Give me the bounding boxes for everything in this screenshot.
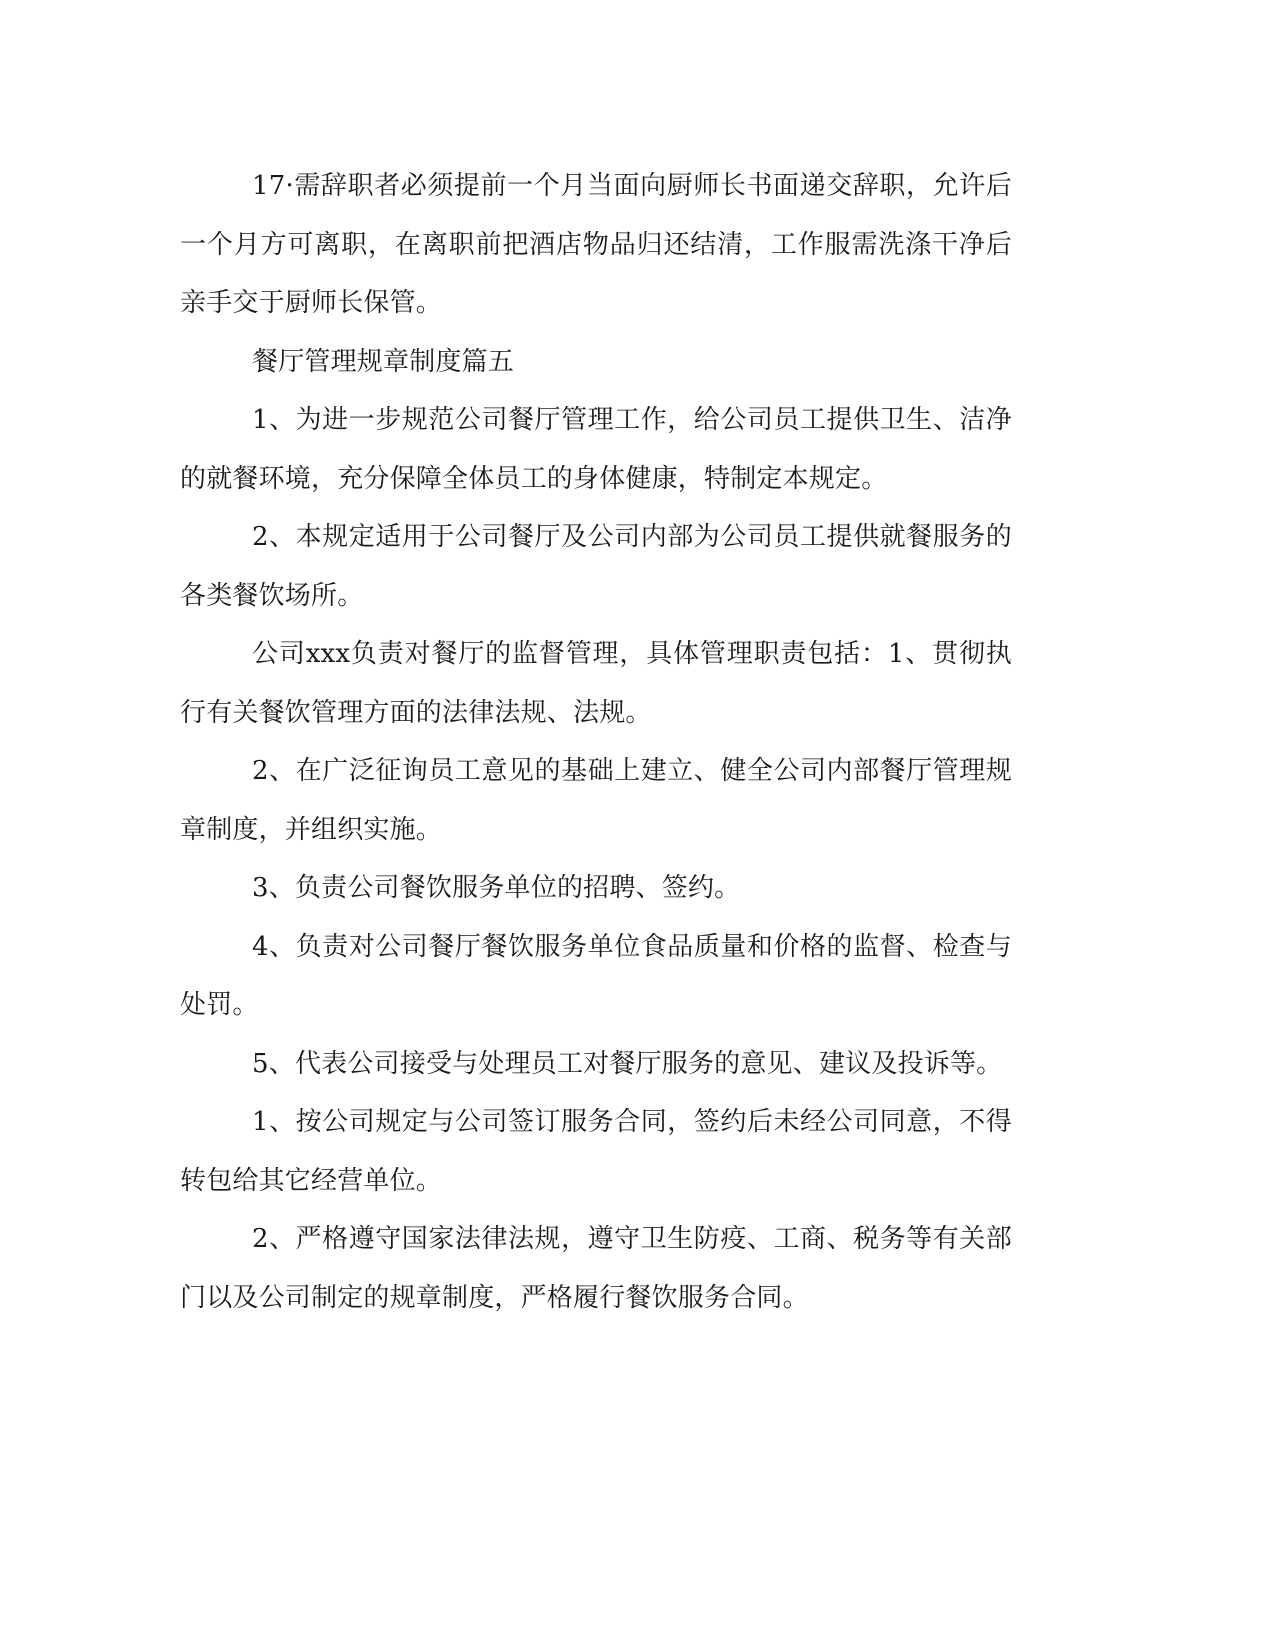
section-heading: 餐厅管理规章制度篇五 <box>252 346 515 377</box>
paragraph-scope: 2、本规定适用于公司餐厅及公司内部为公司员工提供就餐服务的各类餐饮场所。 <box>180 522 1012 611</box>
paragraph-resignation: 17·需辞职者必须提前一个月当面向厨师长书面递交辞职，允许后一个月方可离职，在离职前把酒店物品归还结清，工作服需洗涤干净后亲手交于厨师长保管。 <box>180 171 1012 318</box>
paragraph-item-2: 2、在广泛征询员工意见的基础上建立、健全公司内部餐厅管理规章制度，并组织实施。 <box>180 756 1012 845</box>
paragraph-contract: 1、按公司规定与公司签订服务合同，签约后未经公司同意，不得转包给其它经营单位。 <box>180 1107 1012 1196</box>
paragraph-responsibilities: 公司xxx负责对餐厅的监督管理，具体管理职责包括：1、贯彻执行有关餐饮管理方面的法律法规、法规。 <box>180 639 1012 728</box>
document-body <box>180 157 1012 1327</box>
paragraph-item-4: 4、负责对公司餐厅餐饮服务单位食品质量和价格的监督、检查与处罚。 <box>180 931 1012 1020</box>
paragraph-purpose: 1、为进一步规范公司餐厅管理工作，给公司员工提供卫生、洁净的就餐环境，充分保障全体员工的身体健康，特制定本规定。 <box>180 405 1012 494</box>
paragraph-compliance: 2、严格遵守国家法律法规，遵守卫生防疫、工商、税务等有关部门以及公司制定的规章制度，严格履行餐饮服务合同。 <box>180 1224 1012 1313</box>
paragraph-item-3: 3、负责公司餐饮服务单位的招聘、签约。 <box>252 873 741 903</box>
paragraph-item-5: 5、代表公司接受与处理员工对餐厅服务的意见、建议及投诉等。 <box>252 1048 1003 1079</box>
